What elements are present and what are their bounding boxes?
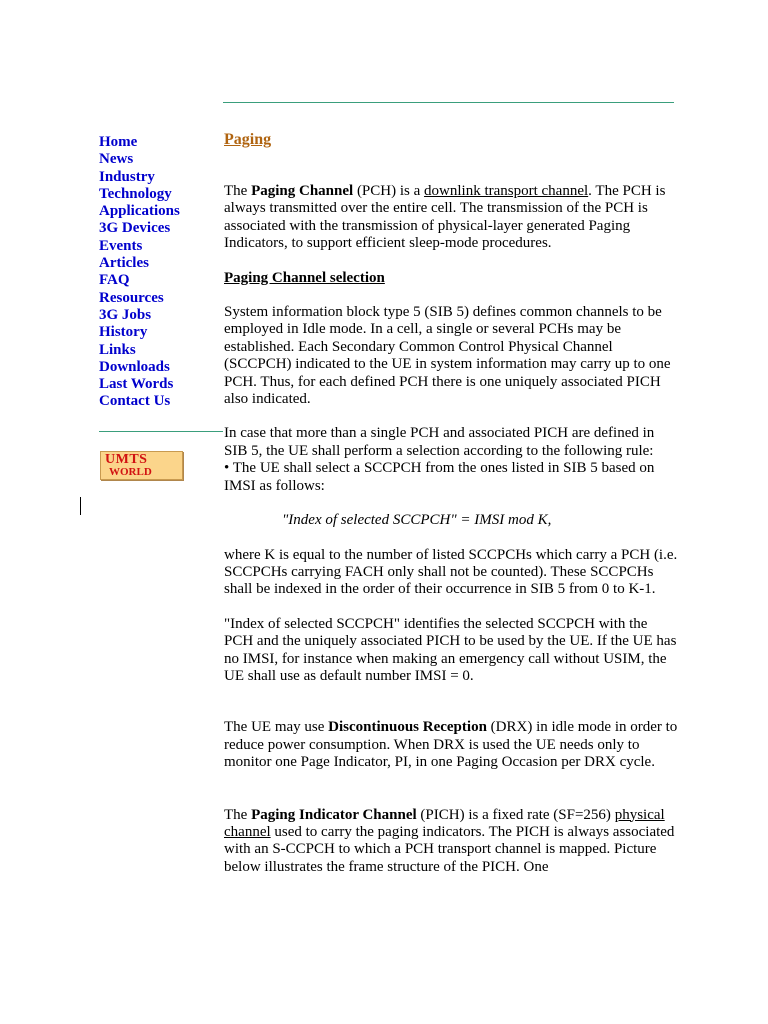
paragraph-pich [224,807,679,877]
term-pich: Paging Indicator Channel [251,806,417,823]
nav-faq[interactable]: FAQ [99,272,130,289]
text: The [224,183,252,199]
bullet-icon: • [224,460,230,477]
nav-contact-us[interactable]: Contact Us [99,393,171,410]
link-downlink-transport-channel[interactable]: downlink transport channel [424,183,589,199]
nav-3g-jobs[interactable]: 3G Jobs [99,306,152,323]
paragraph-selection-intro: In case that more than a single PCH and associated PICH are defined in SIB 5, the UE shall perform a selection according to the following rule: [224,425,655,459]
nav-history[interactable]: History [99,324,148,341]
formula: "Index of selected SCCPCH" = IMSI mod K, [282,512,552,529]
nav-industry[interactable]: Industry [99,168,155,185]
text: . The PCH is always transmitted over the entire cell. The transmission of the PCH is associated with the transmission of physical-layer generated Paging Indicators, to support efficient sleep-mode procedures. [224,183,666,252]
umts-world-logo[interactable] [100,451,183,480]
logo-text-world: WORLD [109,466,152,478]
nav-articles[interactable]: Articles [99,255,149,272]
nav-applications[interactable]: Applications [99,203,180,220]
link-physical-channel[interactable]: physical channel [224,806,665,840]
paragraph-k-definition: where K is equal to the number of listed SCCPCHs which carry a PCH (i.e. SCCPCHs carrying FACH only shall not be counted). These SCCPCHs shall be indexed in the order of their occurrence in SIB 5 from 0 to K-1. [224,546,678,598]
text: (PCH) is a [353,183,425,199]
text: The [224,806,252,823]
paragraph-pch-intro [224,183,679,253]
nav-links[interactable]: Links [99,341,136,358]
sidebar-divider [99,431,223,432]
nav-home[interactable]: Home [99,134,138,150]
nav-technology[interactable]: Technology [99,185,172,202]
text: The UE may use [224,719,329,736]
term-paging-channel: Paging Channel [251,183,354,199]
top-divider [223,102,674,103]
page-title: Paging [224,131,272,148]
text: used to carry the paging indicators. The PICH is always associated with an S-CCPCH to which a PCH transport channel is mapped. Picture below illustrates the frame structure of the PICH. One [224,823,675,875]
paragraph-index-identifies: "Index of selected SCCPCH" identifies the selected SCCPCH with the PCH and the uniquely associated PICH to be used by the UE. If the UE has no IMSI, for instance when making an emergency call without USIM, the UE shall use as default number IMSI = 0. [224,615,677,684]
text: (DRX) in idle mode in order to reduce power consumption. When DRX is used the UE needs only to monitor one Page Indicator, PI, in one Paging Occasion per DRX cycle. [224,719,678,771]
main-content [224,130,679,876]
bullet-text: The UE shall select a SCCPCH from the ones listed in SIB 5 based on IMSI as follows: [224,460,655,494]
nav-news[interactable]: News [99,151,134,168]
paragraph-sib5: System information block type 5 (SIB 5) defines common channels to be employed in Idle mode. In a cell, a single or several PCHs may be established. Each Secondary Common Control Physical Channel (SCCPCH) indicated to the UE in system information may carry up to one PCH. Thus, for each defined PCH there is one uniquely associated PICH also indicated. [224,304,671,408]
text-cursor [80,497,81,515]
nav-resources[interactable]: Resources [99,289,164,306]
sidebar-nav [99,134,219,411]
text: (PICH) is a fixed rate (SF=256) [416,806,615,823]
logo-text-umts: UMTS [105,452,148,467]
nav-events[interactable]: Events [99,237,143,254]
section-heading: Paging Channel selection [224,269,385,286]
paragraph-drx [224,719,679,771]
bullet-item [224,460,679,495]
nav-downloads[interactable]: Downloads [99,358,170,375]
nav-3g-devices[interactable]: 3G Devices [99,220,171,237]
nav-last-words[interactable]: Last Words [99,376,174,393]
term-drx: Discontinuous Reception [328,719,487,736]
